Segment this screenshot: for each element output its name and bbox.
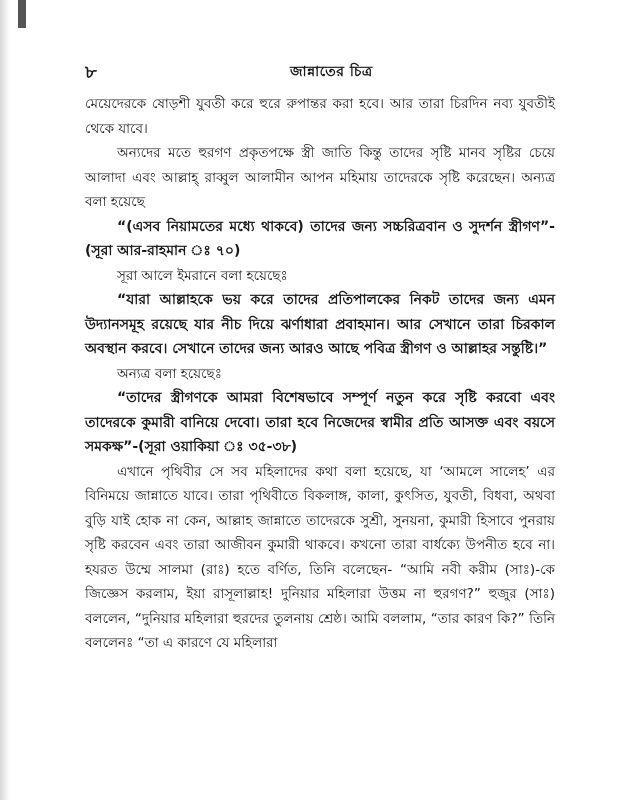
running-title: জান্নাতের চিত্র xyxy=(290,64,373,80)
quote-rahman: “(এসব নিয়ামতের মধ্যে থাকবে) তাদের জন্য সচ্চরিত্রবান ও সুদর্শন স্ত্রীগণ”-(সূরা আর-রাহমান ঃ ৭০) xyxy=(85,218,555,259)
paragraph-continuation: মেয়েদেরকে ষোড়শী যুবতী করে হুরে রুপান্তর করা হবে। আর তারা চিরদিন নব্য যুবতীই থেকে যাবে। xyxy=(85,96,555,137)
book-page xyxy=(85,58,555,656)
scan-mark xyxy=(18,0,26,28)
paragraph: অন্যদের মতে হুরগণ প্রকৃতপক্ষে স্ত্রী জাতি কিন্তু তাদের সৃষ্টি মানব সৃষ্টির চেয়ে আলাদা এবং আল্লাহ্ রাব্বুল আলামীন আপন মহিমায় তাদেরকে সৃষ্টি করেছেন। অন্যত্র বলা হয়েছে xyxy=(85,145,555,210)
page-header xyxy=(85,58,555,84)
quote-imran: “যারা আল্লাহকে ভয় করে তাদের প্রতিপালকের নিকট তাদের জন্য এমন উদ্যানসমূহ রয়েছে যার নীচ দিয়ে ঝর্ণাধারা প্রবাহমান। আর সেখানে তারা চিরকাল অবস্থান করবে। সেখানে তাদের জন্য আরও আছে পবিত্র স্ত্রীগণ ও আল্লাহর সন্তুষ্টি।” xyxy=(85,292,555,357)
paragraph: এখানে পৃথিবীর সে সব মহিলাদের কথা বলা হয়েছে, যা ‘আমলে সালেহ’ এর বিনিময়ে জান্নাতে যাবে। তারা পৃথিবীতে বিকলাঙ্গ, কালা, কুৎসিত, যুবতী, বিধবা, অথবা বুড়ি যাই হোক না কেন, আল্লাহ জান্নাতে তাদেরকে সুশ্রী, সুনয়না, কুমারী হিসাবে পুনরায় সৃষ্টি করবেন এবং তারা আজীবন কুমারী থাকবে। কখনো তারা বার্ধক্যে উপনীত হবে না। হযরত উম্মে সালমা (রাঃ) হতে বর্ণিত, তিনি বলেছেন- “আমি নবী করীম (সাঃ)-কে জিজ্ঞেস করলাম, ইয়া রাসূলাল্লাহ! দুনিয়ার মহিলারা উত্তম না হুরগণ?” হুজুর (সাঃ) বললেন, “দুনিয়ার মহিলারা হুরদের তুলনায় শ্রেষ্ঠ। আমি বললাম, “তার কারণ কি?” তিনি বললেনঃ “তা এ কারণে যে মহিলারা xyxy=(85,463,555,651)
quote-waqiah: “তাদের স্ত্রীগণকে আমরা বিশেষভাবে সম্পূর্ণ নতুন করে সৃষ্টি করবো এবং তাদেরকে কুমারী বানিয়ে দেবো। তারা হবে নিজেদের স্বামীর প্রতি আসক্ত এবং বয়সে সমকক্ষ”-(সূরা ওয়াকিয়া ঃ ৩৫-৩৮) xyxy=(85,390,555,455)
paragraph-intro: অন্যত্র বলা হয়েছেঃ xyxy=(117,365,222,382)
page-number: ৮ xyxy=(85,62,97,83)
page-body xyxy=(85,92,555,656)
scan-shadow xyxy=(0,0,10,800)
paragraph-intro: সূরা আলে ইমরানে বলা হয়েছেঃ xyxy=(117,267,288,284)
